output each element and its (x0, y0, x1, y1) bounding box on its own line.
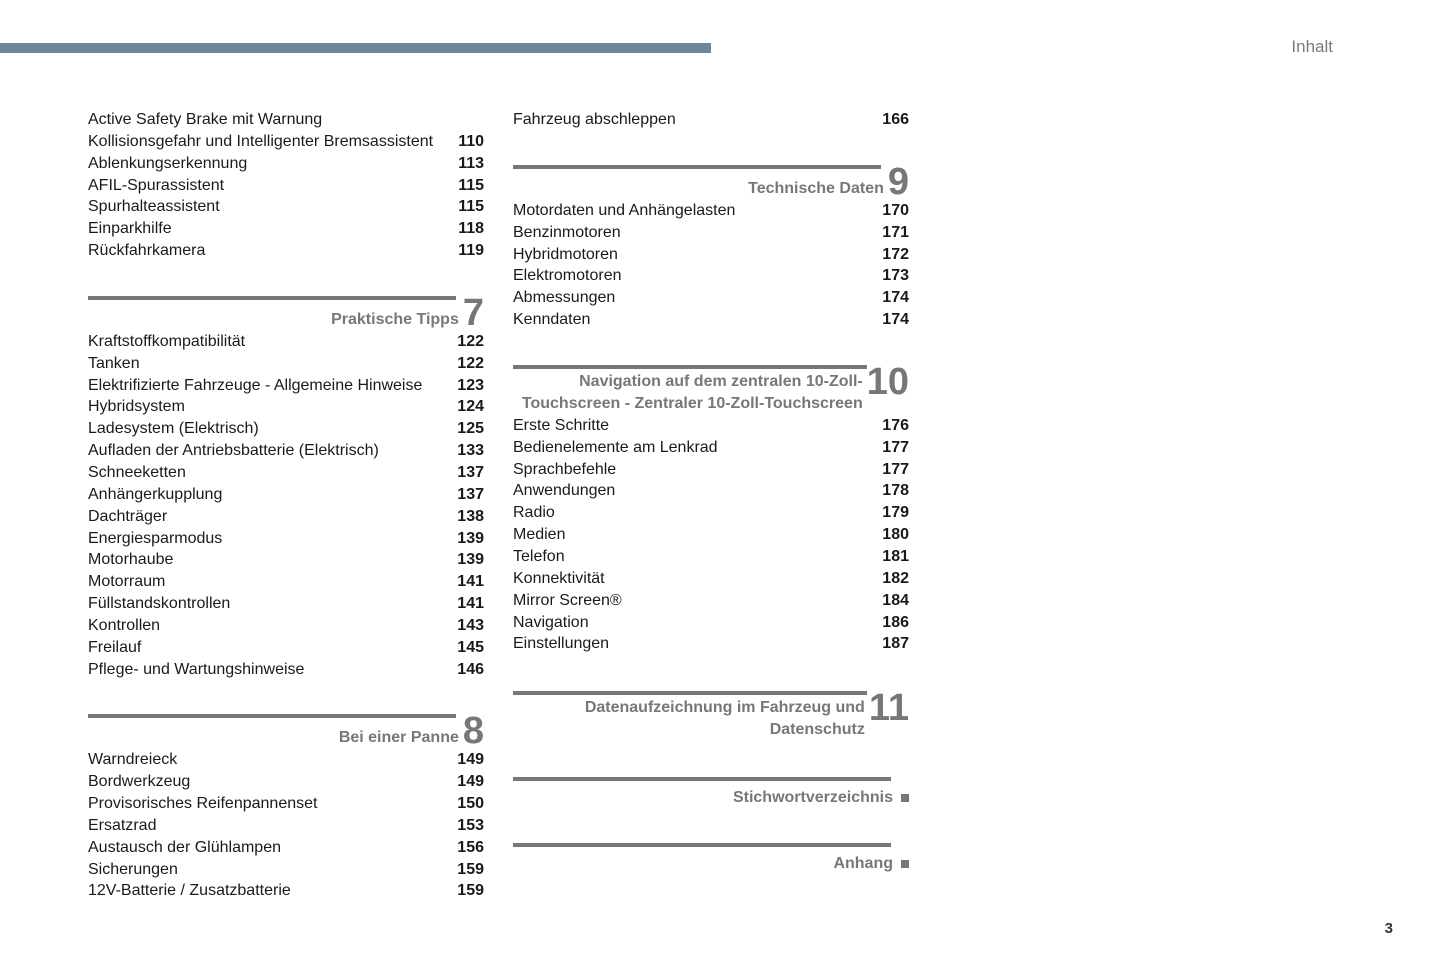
toc-entry-page: 137 (457, 463, 484, 481)
toc-entry[interactable] (88, 549, 484, 571)
toc-entry-label: Einparkhilfe (88, 220, 172, 238)
toc-entry-label: Energiesparmodus (88, 529, 223, 547)
section-7-title: Praktische Tipps (331, 310, 459, 328)
appendix-divider (513, 843, 891, 847)
toc-entry-page: 141 (457, 573, 484, 591)
toc-entry[interactable] (88, 109, 484, 131)
toc-entry-label: Kraftstoffkompatibilität (88, 332, 246, 350)
toc-entry-label: Einstellungen (513, 635, 610, 653)
toc-entry[interactable] (88, 859, 484, 881)
toc-entry-page: 138 (457, 507, 484, 525)
section-10-number: 10 (866, 360, 909, 403)
toc-entry-label: Warndreieck (88, 751, 178, 769)
toc-entry-page: 133 (457, 442, 484, 460)
toc-left-column (88, 109, 484, 902)
intro-list-right (513, 109, 909, 131)
toc-entry-page: 139 (457, 551, 484, 569)
toc-entry[interactable] (513, 287, 909, 309)
toc-entry[interactable] (88, 593, 484, 615)
toc-entry[interactable] (88, 815, 484, 837)
toc-entry-page: 118 (458, 220, 484, 238)
toc-entry-label: Mirror Screen® (513, 591, 622, 609)
toc-entry-page: 110 (458, 132, 484, 150)
toc-entry-page: 139 (457, 529, 484, 547)
section-8-header[interactable] (88, 710, 484, 753)
toc-entry[interactable] (88, 131, 484, 153)
toc-entry[interactable] (513, 590, 909, 612)
section-7 (88, 291, 484, 681)
index-divider (513, 777, 891, 781)
toc-entry[interactable] (513, 200, 909, 222)
toc-entry-label: Fahrzeug abschleppen (513, 111, 676, 128)
section-11-header[interactable] (513, 687, 909, 741)
section-11 (513, 687, 909, 741)
toc-entry[interactable] (88, 637, 484, 659)
toc-entry-label: Dachträger (88, 507, 168, 525)
section-11-number: 11 (868, 687, 909, 730)
toc-entry-label: Elektromotoren (513, 267, 622, 285)
toc-entry-label: Tanken (88, 354, 140, 372)
toc-entry-label: Motorraum (88, 573, 166, 591)
square-bullet-icon (901, 860, 909, 868)
toc-entry-page: 174 (882, 311, 909, 329)
toc-entry-label: Schneeketten (88, 463, 186, 481)
toc-entry-label: Aufladen der Antriebsbatterie (Elektrisch) (88, 442, 379, 460)
toc-entry[interactable] (513, 568, 909, 590)
toc-entry-label: Ersatzrad (88, 816, 157, 834)
toc-entry-label: Motorhaube (88, 551, 174, 569)
toc-entry-page: 122 (457, 354, 484, 372)
toc-entry-label: Pflege- und Wartungshinweise (88, 660, 305, 678)
section-8-number: 8 (462, 710, 484, 753)
toc-entry-page: 170 (882, 201, 909, 219)
toc-entry-label: Bordwerkzeug (88, 773, 191, 791)
toc-entry-label: Medien (513, 526, 566, 544)
toc-entry-label: Kenndaten (513, 311, 591, 329)
section-9-header[interactable] (513, 160, 909, 203)
toc-entry-label: Telefon (513, 547, 565, 565)
toc-entry-label: Abmessungen (513, 289, 616, 307)
toc-entry[interactable] (88, 240, 484, 262)
toc-entry[interactable] (513, 480, 909, 502)
toc-entry[interactable] (88, 440, 484, 462)
toc-entry-label: Austausch der Glühlampen (88, 838, 281, 856)
section-9-number: 9 (887, 160, 909, 203)
toc-entry-page: 124 (457, 398, 484, 416)
toc-entry[interactable] (88, 749, 484, 771)
toc-entry[interactable] (88, 771, 484, 793)
toc-entry[interactable] (513, 502, 909, 524)
toc-entry-page: 146 (457, 660, 484, 678)
toc-entry-label: Active Safety Brake mit Warnung (88, 111, 323, 128)
toc-right-column (513, 109, 909, 875)
toc-entry-label: Anhängerkupplung (88, 485, 223, 503)
toc-entry[interactable] (88, 353, 484, 375)
toc-entry[interactable] (513, 265, 909, 287)
section-10-list (513, 415, 909, 655)
toc-entry-page: 173 (882, 267, 909, 285)
section-10-header[interactable] (513, 360, 909, 415)
section-7-number: 7 (462, 291, 484, 334)
toc-entry-page: 179 (882, 504, 909, 522)
toc-entry-label: Anwendungen (513, 482, 616, 500)
toc-entry-page: 187 (882, 635, 909, 653)
toc-entry-page: 174 (882, 289, 909, 307)
toc-entry-page: 177 (882, 460, 909, 478)
toc-entry-page: 137 (457, 485, 484, 503)
toc-entry[interactable] (88, 837, 484, 859)
toc-entry[interactable] (88, 418, 484, 440)
section-11-title-line2: Datenschutz (769, 721, 865, 739)
toc-entry[interactable] (88, 153, 484, 175)
section-10-title-line1: Navigation auf dem zentralen 10-Zoll- (579, 372, 863, 390)
toc-entry[interactable] (88, 571, 484, 593)
toc-entry-page: 122 (457, 332, 484, 350)
toc-entry-label: Freilauf (88, 638, 142, 656)
section-11-title (585, 697, 869, 741)
toc-entry-label: Ladesystem (Elektrisch) (88, 420, 259, 438)
section-9-list (513, 200, 909, 331)
toc-entry-page: 180 (882, 526, 909, 544)
toc-entry-page: 171 (882, 223, 909, 241)
toc-entry[interactable] (88, 196, 484, 218)
toc-entry-label: Navigation (513, 613, 589, 631)
toc-entry-page: 182 (882, 569, 909, 587)
toc-entry-label: 12V-Batterie / Zusatzbatterie (88, 882, 291, 900)
toc-entry[interactable] (88, 331, 484, 353)
toc-entry[interactable] (88, 528, 484, 550)
section-8-divider (88, 714, 456, 718)
toc-entry-page: 153 (457, 816, 484, 834)
toc-entry-label: Füllstandskontrollen (88, 595, 231, 613)
toc-entry-page: 149 (457, 751, 484, 769)
toc-entry-label: AFIL-Spurassistent (88, 176, 225, 194)
appendix-section[interactable] (513, 843, 909, 875)
toc-entry-label: Rückfahrkamera (88, 242, 206, 260)
toc-entry[interactable] (513, 546, 909, 568)
toc-entry[interactable] (88, 175, 484, 197)
toc-entry-label: Spurhalteassistent (88, 198, 220, 216)
section-7-header[interactable] (88, 291, 484, 334)
toc-entry[interactable] (88, 615, 484, 637)
section-8-list (88, 749, 484, 902)
section-11-divider (513, 691, 867, 695)
toc-entry-page: 178 (882, 482, 909, 500)
section-10-divider (513, 365, 867, 369)
toc-entry-label: Ablenkungserkennung (88, 154, 248, 172)
toc-entry-page: 172 (882, 245, 909, 263)
toc-entry[interactable] (88, 880, 484, 902)
section-7-list (88, 331, 484, 681)
toc-entry[interactable] (513, 612, 909, 634)
section-9-title: Technische Daten (748, 179, 884, 197)
toc-entry-label: Provisorisches Reifenpannenset (88, 795, 318, 813)
index-section[interactable] (513, 777, 909, 809)
toc-entry-label: Hybridmotoren (513, 245, 618, 263)
toc-entry[interactable] (513, 524, 909, 546)
section-9-divider (513, 165, 881, 169)
toc-entry-label: Erste Schritte (513, 416, 610, 434)
toc-entry-page: 123 (457, 376, 484, 394)
toc-entry[interactable] (88, 462, 484, 484)
toc-entry-page: 149 (457, 773, 484, 791)
toc-entry-page: 141 (457, 595, 484, 613)
toc-entry-label: Konnektivität (513, 569, 605, 587)
section-10-title (522, 371, 867, 415)
toc-entry-label: Bedienelemente am Lenkrad (513, 438, 718, 456)
toc-entry[interactable] (513, 415, 909, 437)
toc-entry-page: 156 (457, 838, 484, 856)
toc-entry-page: 145 (457, 638, 484, 656)
toc-entry-label: Motordaten und Anhängelasten (513, 201, 736, 219)
toc-entry-page: 125 (457, 420, 484, 438)
toc-entry-page: 159 (457, 860, 484, 878)
toc-entry[interactable] (88, 484, 484, 506)
toc-entry[interactable] (88, 375, 484, 397)
toc-entry[interactable] (513, 244, 909, 266)
toc-entry-page: 115 (458, 198, 484, 216)
toc-entry-page: 119 (458, 242, 484, 260)
toc-entry[interactable] (88, 659, 484, 681)
section-8-title: Bei einer Panne (338, 729, 459, 747)
section-9 (513, 160, 909, 331)
header-label: Inhalt (1291, 37, 1333, 56)
toc-entry[interactable] (513, 109, 909, 131)
toc-entry-page: 113 (458, 154, 484, 172)
header-accent-bar (0, 43, 711, 53)
toc-entry[interactable] (88, 506, 484, 528)
toc-entry[interactable] (513, 633, 909, 655)
section-8 (88, 710, 484, 902)
toc-entry[interactable] (513, 222, 909, 244)
toc-entry-page: 176 (882, 416, 909, 434)
square-bullet-icon (901, 794, 909, 802)
section-10 (513, 360, 909, 655)
section-11-title-line1: Datenaufzeichnung im Fahrzeug und (584, 699, 865, 717)
toc-entry[interactable] (513, 309, 909, 331)
toc-entry-page: 166 (882, 111, 909, 128)
toc-entry-page: 177 (882, 438, 909, 456)
toc-entry[interactable] (88, 793, 484, 815)
toc-entry-page: 115 (458, 176, 484, 194)
toc-entry-label: Sicherungen (88, 860, 178, 878)
toc-entry-label: Radio (513, 504, 555, 522)
toc-entry-label: Elektrifizierte Fahrzeuge - Allgemeine Hinweise (88, 376, 423, 394)
page-number: 3 (1384, 920, 1393, 937)
toc-entry-page: 184 (882, 591, 909, 609)
section-7-divider (88, 296, 456, 300)
toc-entry-page: 186 (882, 613, 909, 631)
toc-entry[interactable] (88, 218, 484, 240)
section-10-title-line2: Touchscreen - Zentraler 10-Zoll-Touchscreen (521, 394, 863, 412)
toc-entry-page: 143 (457, 616, 484, 634)
toc-entry-page: 150 (457, 795, 484, 813)
intro-list-left (88, 109, 484, 262)
toc-entry-label: Kollisionsgefahr und Intelligenter Bremsassistent (88, 132, 434, 150)
toc-entry-page: 159 (457, 882, 484, 900)
index-title: Stichwortverzeichnis (732, 789, 893, 807)
toc-entry-label: Sprachbefehle (513, 460, 617, 478)
appendix-title: Anhang (833, 855, 893, 873)
toc-entry-label: Hybridsystem (88, 398, 185, 416)
toc-entry[interactable] (88, 396, 484, 418)
toc-entry[interactable] (513, 459, 909, 481)
toc-entry-label: Kontrollen (88, 616, 161, 634)
toc-entry[interactable] (513, 437, 909, 459)
toc-entry-page: 181 (882, 547, 909, 565)
toc-entry-label: Benzinmotoren (513, 223, 621, 241)
